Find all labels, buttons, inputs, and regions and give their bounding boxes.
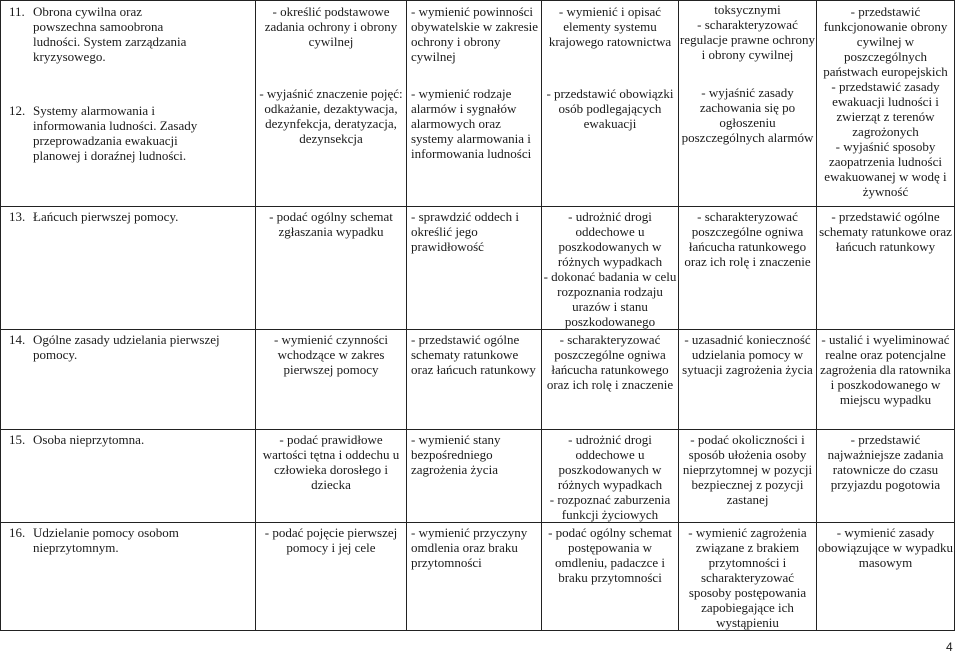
outcome-cell [407, 430, 542, 523]
topic-item [1, 525, 255, 555]
page-number: 4 [946, 640, 953, 654]
outcome-cell [679, 430, 817, 523]
outcome-cell [407, 207, 542, 330]
outcome-cell [817, 523, 955, 631]
outcome-cell [256, 1, 407, 207]
outcome-text: - wymienić zasady obowiązujące w wypadku masowym [817, 525, 953, 570]
outcome-cell [542, 330, 679, 430]
topic-cell [1, 207, 256, 330]
outcome-text: - przedstawić najważniejsze zadania ratownicze do czasu przyjazdu pogotowia [827, 432, 944, 492]
outcome-text: - przedstawić ogólne schematy ratunkowe oraz łańcuch ratunkowy [819, 209, 952, 254]
outcome-text: - udrożnić drogi oddechowe u poszkodowanych w różnych wypadkach - rozpoznać zaburzenia funkcji życiowych [549, 432, 671, 522]
outcome-text: - określić podstawowe zadania ochrony i obrony cywilnej [264, 4, 398, 49]
outcome-cell [817, 430, 955, 523]
topic-number: 11. [9, 4, 25, 19]
outcome-text: - uzasadnić konieczność udzielania pomocy w sytuacji zagrożenia życia [682, 332, 813, 377]
topic-number: 15. [9, 432, 26, 447]
topic-text: Systemy alarmowania i informowania ludności. Zasady przeprowadzania ewakuacji planowej i doraźnej ludności. [33, 103, 198, 163]
table-row [1, 207, 955, 330]
outcome-text: - scharakteryzować poszczególne ogniwa łańcucha ratunkowego oraz ich rolę i znaczenie [684, 209, 811, 269]
topic-item [1, 332, 255, 362]
topic-cell [1, 430, 256, 523]
topic-item [1, 4, 255, 64]
outcome-text: - podać ogólny schemat postępowania w omdleniu, padaczce i braku przytomności [548, 525, 672, 585]
outcome-cell [256, 207, 407, 330]
outcome-cell [679, 1, 817, 207]
topic-item [1, 103, 255, 163]
topic-number: 12. [9, 103, 26, 118]
outcome-cell [817, 1, 955, 207]
outcome-cell [256, 330, 407, 430]
topic-cell [1, 523, 256, 631]
topic-number: 14. [9, 332, 26, 347]
outcome-cell [679, 207, 817, 330]
outcome-text: - wymienić rodzaje alarmów i sygnałów alarmowych oraz systemy alarmowania i informowania ludności [411, 86, 532, 161]
outcome-cell [407, 1, 542, 207]
outcome-text: - wymienić powinności obywatelskie w zakresie ochrony i obrony cywilnej [411, 4, 539, 64]
outcome-text: - przedstawić obowiązki osób podlegających ewakuacji [546, 86, 674, 131]
outcome-cell [542, 430, 679, 523]
outcome-text: - podać okoliczności i sposób ułożenia osoby nieprzytomnej w pozycji bezpiecznej z pozycji zastanej [682, 432, 813, 507]
topic-text: Osoba nieprzytomna. [33, 432, 145, 447]
topic-text: Łańcuch pierwszej pomocy. [33, 209, 179, 224]
outcome-text: - scharakteryzować poszczególne ogniwa łańcucha ratunkowego oraz ich rolę i znaczenie [546, 332, 674, 392]
outcome-text: - podać prawidłowe wartości tętna i oddechu u człowieka dorosłego i dziecka [262, 432, 400, 492]
outcome-cell [817, 207, 955, 330]
topic-text: Udzielanie pomocy osobom nieprzytomnym. [33, 525, 179, 555]
outcome-text: - wymienić przyczyny omdlenia oraz braku przytomności [411, 525, 528, 570]
outcome-text: - wymienić czynności wchodzące w zakres pierwszej pomocy [273, 332, 389, 377]
outcome-text: - sprawdzić oddech i określić jego prawidłowość [411, 209, 519, 254]
outcome-text: - udrożnić drogi oddechowe u poszkodowanych w różnych wypadkach - dokonać badania w celu rozpoznania rodzaju urazów i stanu poszkodowanego [543, 209, 677, 329]
outcome-cell [256, 523, 407, 631]
outcome-text: - przedstawić zasady ewakuacji ludności i zwierząt z terenów zagrożonych - wyjaśnić sposoby zaopatrzenia ludności ewakuowanej w wodę i żywność [824, 79, 947, 199]
topic-cell [1, 330, 256, 430]
outcome-text: - wyjaśnić zasady zachowania się po ogłoszeniu poszczególnych alarmów [681, 85, 814, 145]
outcome-text: - podać ogólny schemat zgłaszania wypadku [269, 209, 393, 239]
outcome-cell [542, 523, 679, 631]
outcome-text: - wyjaśnić znaczenie pojęć: odkażanie, dezaktywacja, dezynfekcja, deratyzacja, dezynsekcja [259, 86, 403, 146]
outcome-cell [407, 330, 542, 430]
table-row [1, 330, 955, 430]
outcome-text: - podać pojęcie pierwszej pomocy i jej cele [264, 525, 398, 555]
topic-item [1, 432, 255, 447]
outcome-cell [679, 523, 817, 631]
outcome-text: - przedstawić funkcjonowanie obrony cywilnej w poszczególnych państwach europejskich [823, 4, 948, 79]
outcome-cell [542, 207, 679, 330]
table-row [1, 523, 955, 631]
outcome-cell [542, 1, 679, 207]
topic-text: Obrona cywilna oraz powszechna samoobrona ludności. System zarządzania kryzysowego. [33, 4, 187, 64]
outcome-text: toksycznymi - scharakteryzować regulacje prawne ochrony i obrony cywilnej [680, 2, 815, 62]
outcome-text: - ustalić i wyeliminować realne oraz potencjalne zagrożenia dla ratownika i poszkodowanego w miejscu wypadku [820, 332, 951, 407]
outcome-text: - wymienić i opisać elementy systemu krajowego ratownictwa [548, 4, 672, 49]
topic-number: 13. [9, 209, 26, 224]
outcome-cell [256, 430, 407, 523]
topic-item [1, 209, 255, 224]
outcome-text: - przedstawić ogólne schematy ratunkowe oraz łańcuch ratunkowy [411, 332, 536, 377]
table-row [1, 1, 955, 207]
outcome-cell [407, 523, 542, 631]
topic-number: 16. [9, 525, 26, 540]
outcome-text: - wymienić stany bezpośredniego zagrożenia życia [411, 432, 501, 477]
topic-cell [1, 1, 256, 207]
outcome-cell [817, 330, 955, 430]
table-row [1, 430, 955, 523]
topic-text: Ogólne zasady udzielania pierwszej pomocy. [33, 332, 220, 362]
outcome-cell [679, 330, 817, 430]
outcome-text: - wymienić zagrożenia związane z brakiem przytomności i scharakteryzować sposoby postępowania zapobiegające ich wystąpieniu [688, 525, 807, 630]
